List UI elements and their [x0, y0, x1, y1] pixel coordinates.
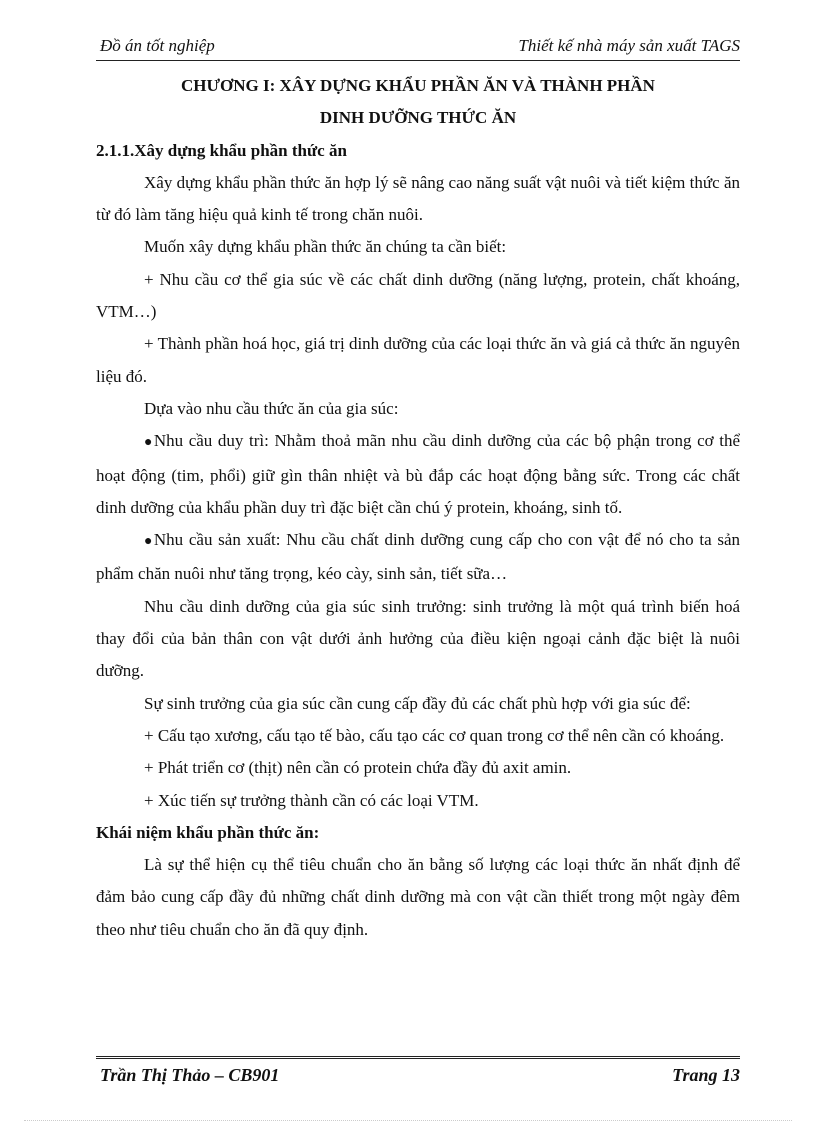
paragraph: + Xúc tiến sự trưởng thành cần có các loại VTM.: [144, 790, 479, 810]
bullet-text: Nhu cầu duy trì: Nhằm thoả mãn nhu cầu dinh dưỡng của các bộ phận trong cơ thể hoạt động (tim, phổi) giữ gìn thân nhiệt và bù đắp các hoạt động bằng sức. Trong các chất dinh dưỡng của khẩu phần duy trì đặc biệt cần chú ý protein, khoáng, sinh tố.: [96, 431, 740, 517]
paragraph: Là sự thể hiện cụ thể tiêu chuẩn cho ăn bằng số lượng các loại thức ăn nhất định để đảm bảo cung cấp đầy đủ những chất dinh dưỡng mà con vật cần thiết trong một ngày đêm theo như tiêu chuẩn cho ăn đã quy định.: [96, 855, 740, 939]
paragraph: Nhu cầu dinh dưỡng của gia súc sinh trưởng: sinh trưởng là một quá trình biến hoá thay đổi của bản thân con vật dưới ảnh hưởng của điều kiện ngoại cảnh đặc biệt là nuôi dưỡng.: [96, 596, 740, 681]
paragraph: Sự sinh trưởng của gia súc cần cung cấp đầy đủ các chất phù hợp với gia súc để:: [144, 693, 691, 713]
chapter-title-line-1: CHƯƠNG I: XÂY DỰNG KHẨU PHẦN ĂN VÀ THÀNH PHẦN: [181, 76, 655, 95]
page-bottom-divider: [24, 1120, 792, 1121]
page-content: [96, 70, 740, 946]
paragraph: Xây dựng khẩu phần thức ăn hợp lý sẽ nâng cao năng suất vật nuôi và tiết kiệm thức ăn từ đó làm tăng hiệu quả kinh tế trong chăn nuôi.: [96, 172, 740, 225]
page-footer: [96, 1056, 740, 1095]
paragraph: + Thành phần hoá học, giá trị dinh dưỡng của các loại thức ăn và giá cả thức ăn nguyên liệu đó.: [96, 334, 740, 386]
footer-author: Trần Thị Thảo – CB901: [100, 1065, 280, 1085]
section-number: 2.1.1.: [96, 140, 135, 160]
header-right: Thiết kế nhà máy sản xuất TAGS: [518, 36, 740, 55]
bullet-text: Nhu cầu sản xuất: Nhu cầu chất dinh dưỡng cung cấp cho con vật để nó cho ta sản phẩm chăn nuôi như tăng trọng, kéo cày, sinh sản, tiết sữa…: [96, 530, 740, 584]
page-header: [96, 32, 740, 61]
bullet-item: [96, 524, 740, 591]
header-left: Đồ án tốt nghiệp: [100, 36, 215, 55]
section-title: Xây dựng khẩu phần thức ăn: [134, 140, 347, 160]
bullet-item: [96, 425, 740, 524]
footer-page-number: Trang 13: [672, 1065, 740, 1085]
section-heading: [96, 135, 740, 167]
paragraph: + Phát triển cơ (thịt) nên cần có protein chứa đầy đủ axit amin.: [144, 758, 572, 778]
bullet-dot-icon: ●: [144, 534, 154, 550]
subheading: Khái niệm khẩu phần thức ăn:: [96, 822, 320, 842]
paragraph: + Cấu tạo xương, cấu tạo tế bào, cấu tạo các cơ quan trong cơ thể nên cần có khoáng.: [144, 725, 725, 745]
chapter-title-line-2: DINH DƯỠNG THỨC ĂN: [319, 108, 517, 128]
bullet-dot-icon: ●: [144, 435, 154, 451]
paragraph: Muốn xây dựng khẩu phần thức ăn chúng ta cần biết:: [144, 237, 507, 257]
paragraph: + Nhu cầu cơ thể gia súc về các chất dinh dưỡng (năng lượng, protein, chất khoáng, VTM…): [96, 269, 740, 322]
paragraph: Dựa vào nhu cầu thức ăn của gia súc:: [144, 398, 399, 418]
